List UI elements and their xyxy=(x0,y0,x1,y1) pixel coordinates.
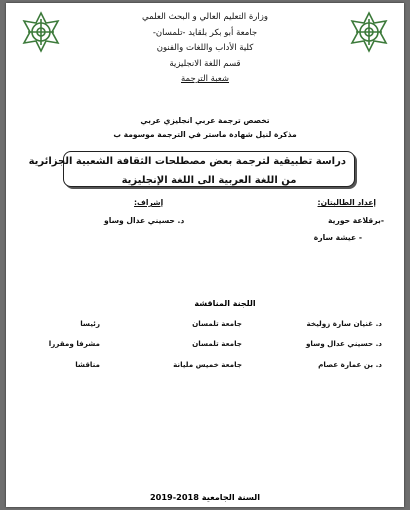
university-emblem-icon xyxy=(348,11,390,53)
jury-member-university: جامعة تلمسان xyxy=(192,339,242,348)
student-name: -برقلاعة حورية xyxy=(328,216,384,225)
document-page xyxy=(6,3,404,507)
thesis-title-box xyxy=(28,151,355,187)
committee-heading: اللجنة المناقشة xyxy=(194,299,256,308)
committee-row xyxy=(26,319,392,331)
academic-year: السنة الجامعية 2018-2019 xyxy=(149,492,261,502)
ministry-name: وزارة التعليم العالي و البحث العلمي xyxy=(142,12,268,22)
specialization-line: تخصص ترجمة عربي انجليزي عربي xyxy=(140,116,270,125)
authors-heading: إعداد الطالبتان: xyxy=(317,198,376,207)
thesis-title-line2: من اللغة العربية الى اللغة الإنجليزية xyxy=(121,175,297,186)
institution-header xyxy=(66,10,344,88)
student-name: - عيشة سارة xyxy=(313,233,362,242)
university-name: جامعة أبو بكر بلقايد -تلمسان- xyxy=(152,27,258,38)
faculty-name: كلية الأداب واللغات والفنون xyxy=(156,43,254,54)
jury-member-role: مشرفا ومقررا xyxy=(48,339,100,348)
jury-member-university: جامعة تلمسان xyxy=(192,319,242,328)
supervisor-name: د. حسيني عدال وساو xyxy=(104,216,185,225)
jury-member-university: جامعة خميس مليانة xyxy=(173,360,242,369)
committee-row xyxy=(26,360,392,372)
jury-member-name: د. بن عمارة عصام xyxy=(318,360,382,369)
specialty-name: شعبة الترجمة xyxy=(181,74,229,85)
committee-row xyxy=(26,339,392,351)
supervisor-heading: إشراف: xyxy=(134,198,164,207)
thesis-title-line1: دراسة تطبيقية لترجمة بعض مصطلحات الثقافة الشعبية الجزائرية xyxy=(28,156,346,167)
jury-member-role: رئيسا xyxy=(80,319,100,328)
jury-member-name: د. حسيني عدال وساو xyxy=(305,339,382,348)
jury-member-name: د. غنيان سارة زوليخة xyxy=(306,319,382,328)
department-name: قسم اللغة الانجليزية xyxy=(169,58,241,69)
thesis-purpose-line: مذكرة لنيل شهادة ماستر في الترجمة موسومة ب xyxy=(113,130,297,139)
jury-member-role: مناقشا xyxy=(75,360,100,369)
university-emblem-icon xyxy=(20,11,62,53)
